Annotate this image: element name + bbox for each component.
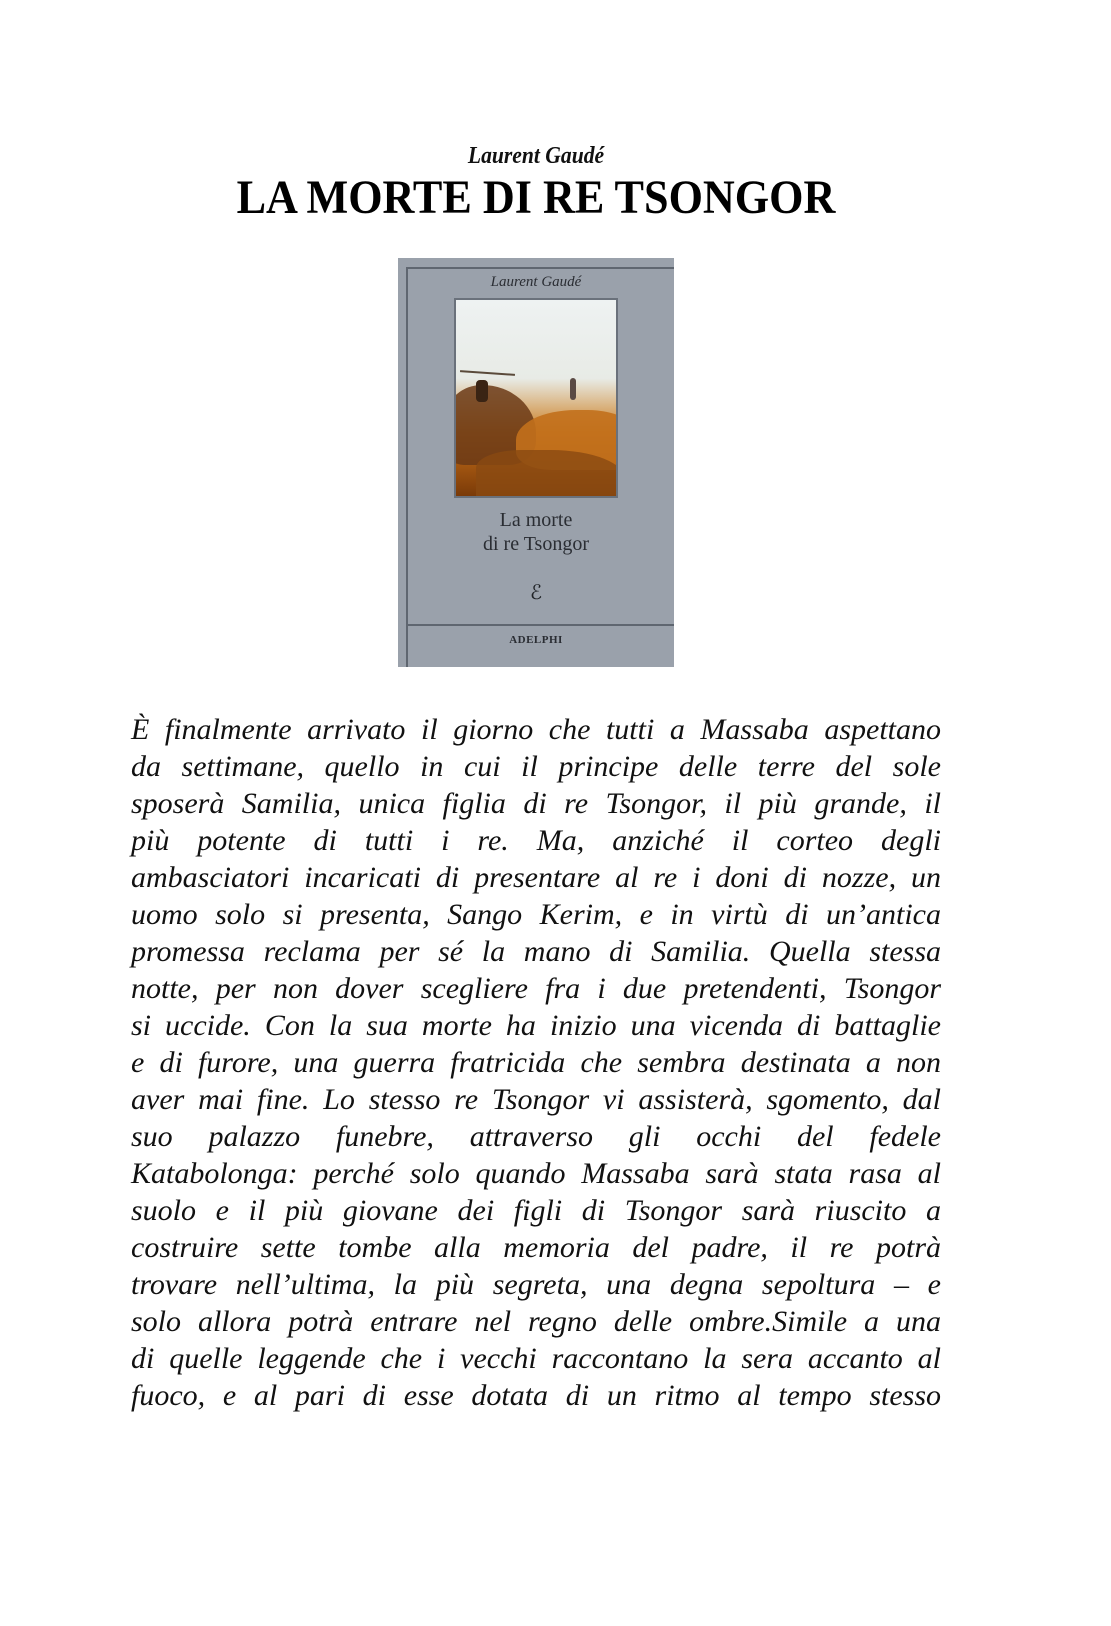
cover-publisher: ADELPHI (509, 634, 563, 646)
book-cover-image (398, 258, 674, 667)
cover-illustration (454, 298, 618, 498)
text-line: notte, per non dover scegliere fra i due pretendenti, Tsongor (131, 972, 941, 1005)
cover-divider (406, 624, 674, 626)
text-line: ambasciatori incaricati di presentare al re i doni di nozze, un (131, 861, 941, 894)
text-line: promessa reclama per sé la mano di Samilia. Quella stessa (131, 935, 941, 968)
text-line: costruire sette tombe alla memoria del padre, il re potrà (131, 1231, 941, 1264)
text-line: e di furore, una guerra fratricida che sembra destinata a non (131, 1046, 941, 1079)
book-title: LA MORTE DI RE TSONGOR (236, 171, 836, 224)
text-line: trovare nell’ultima, la più segreta, una degna sepoltura – e (131, 1268, 941, 1301)
rock-shape (476, 450, 618, 498)
cover-title-line2: di re Tsongor (483, 533, 589, 555)
text-line: uomo solo si presenta, Sango Kerim, e in virtù di un’antica (131, 898, 941, 931)
text-line: più potente di tutti i re. Ma, anziché il corteo degli (131, 824, 941, 857)
cover-author: Laurent Gaudé (490, 274, 582, 290)
cover-title (398, 508, 674, 556)
synopsis-paragraph (131, 711, 941, 1414)
warrior-figure (476, 380, 488, 402)
text-line: Katabolonga: perché solo quando Massaba sarà stata rasa al (131, 1157, 941, 1190)
text-line: suolo e il più giovane dei figli di Tsongor sarà riuscito a (131, 1194, 941, 1227)
text-line: sposerà Samilia, unica figlia di re Tsongor, il più grande, il (131, 787, 941, 820)
text-line: È finalmente arrivato il giorno che tutti a Massaba aspettano (131, 713, 941, 746)
text-line: solo allora potrà entrare nel regno delle ombre.Simile a una (131, 1305, 941, 1338)
text-line: si uccide. Con la sua morte ha inizio una vicenda di battaglie (131, 1009, 941, 1042)
text-line: aver mai fine. Lo stesso re Tsongor vi assisterà, sgomento, dal (131, 1083, 941, 1116)
cover-title-line1: La morte (499, 509, 573, 531)
adelphi-logo-icon: ℰ (529, 580, 543, 604)
text-line: fuoco, e al pari di esse dotata di un ritmo al tempo stesso (131, 1379, 941, 1412)
author-name: Laurent Gaudé (467, 143, 605, 169)
text-line: di quelle leggende che i vecchi raccontano la sera accanto al (131, 1342, 941, 1375)
text-line: da settimane, quello in cui il principe delle terre del sole (131, 750, 941, 783)
spear-shape (460, 370, 515, 376)
warrior-figure (570, 378, 576, 400)
text-line: suo palazzo funebre, attraverso gli occhi del fedele (131, 1120, 941, 1153)
